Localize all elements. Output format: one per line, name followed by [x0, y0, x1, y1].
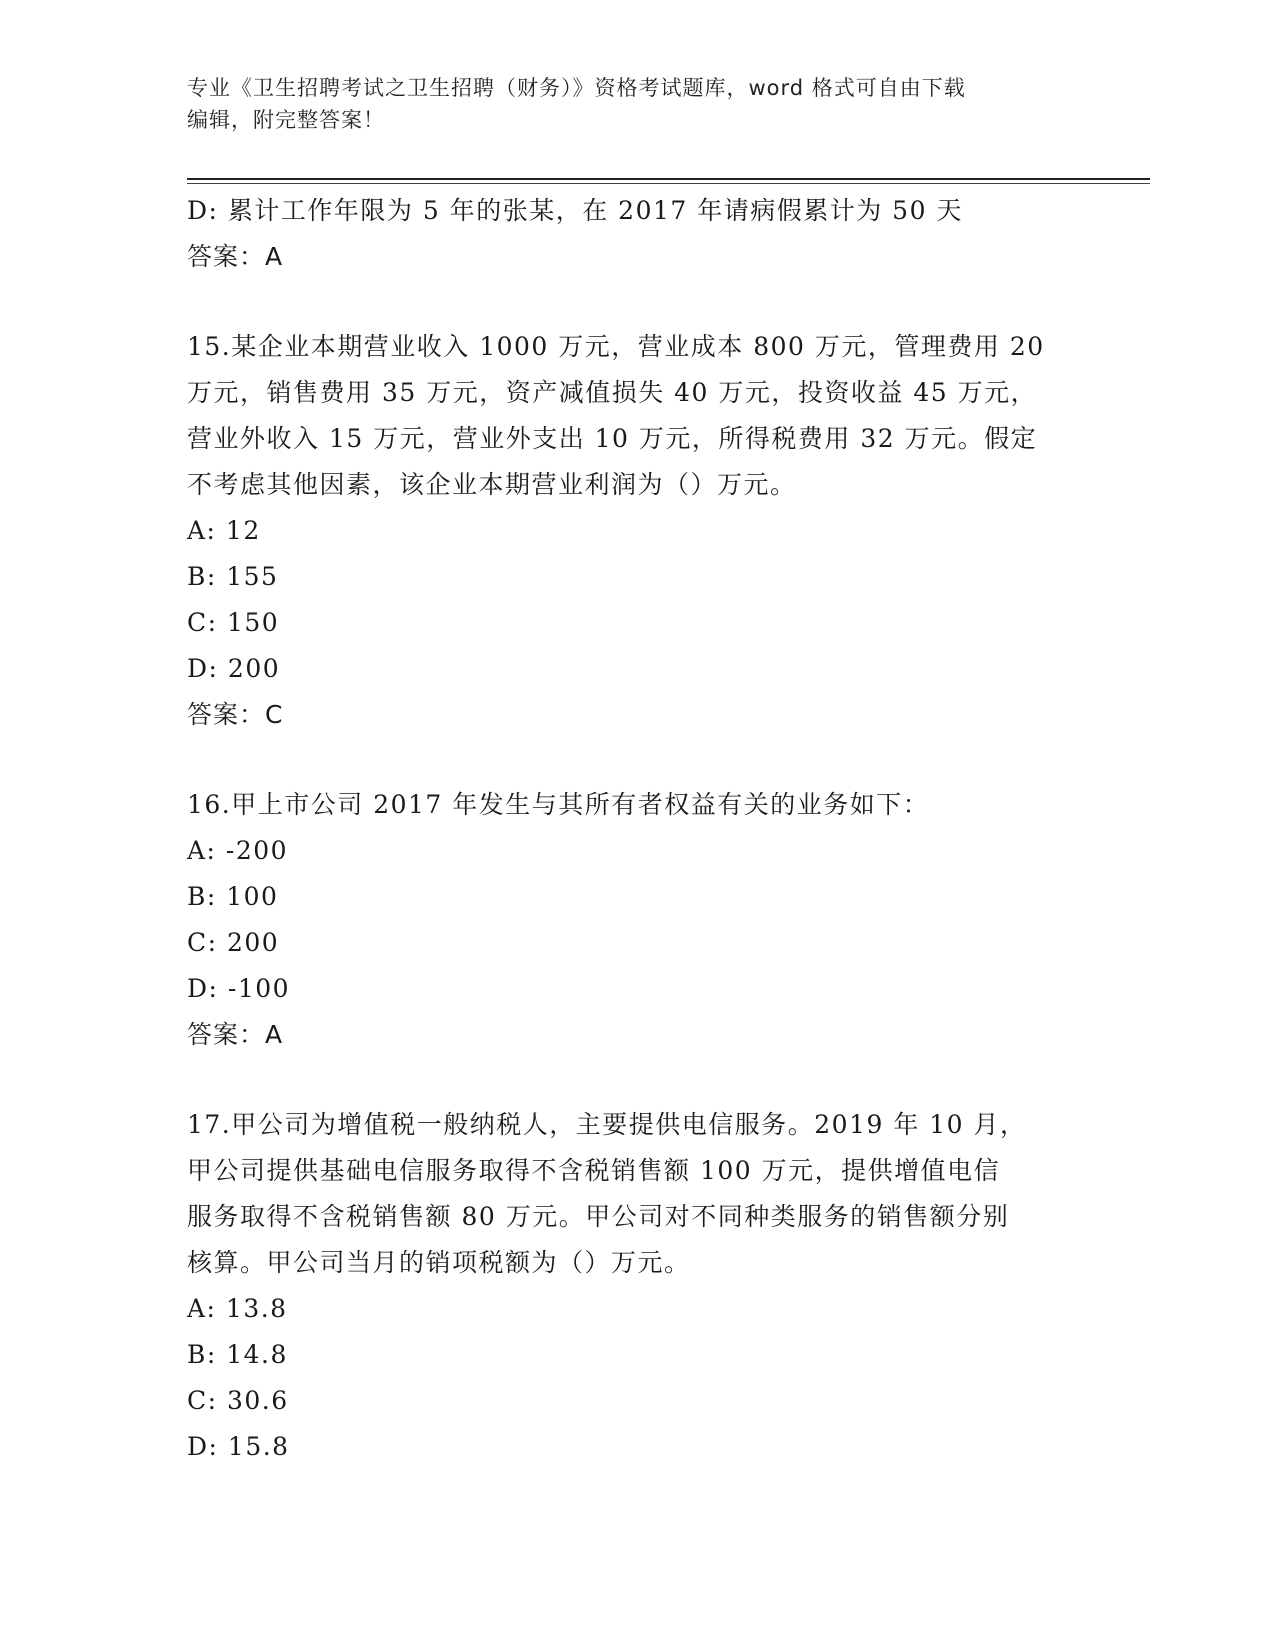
question-17-line-4: 核算。甲公司当月的销项税额为（）万元。: [187, 1248, 691, 1277]
question-16-option-d: D: -100: [187, 974, 291, 1003]
header-title-line-1: 专业《卫生招聘考试之卫生招聘（财务）》资格考试题库，word 格式可自由下载: [187, 76, 966, 100]
question-17-option-c: C: 30.6: [187, 1386, 289, 1415]
question-17-option-b: B: 14.8: [187, 1340, 288, 1369]
question-15-option-b: B: 155: [187, 562, 279, 591]
question-15-option-a: A: 12: [187, 516, 261, 545]
question-15-line-4: 不考虑其他因素，该企业本期营业利润为（）万元。: [187, 470, 797, 499]
question-17-line-2: 甲公司提供基础电信服务取得不含税销售额 100 万元，提供增值电信: [187, 1156, 1001, 1185]
question-16-answer: 答案：A: [187, 1020, 284, 1049]
question-15-line-3: 营业外收入 15 万元，营业外支出 10 万元，所得税费用 32 万元。假定: [187, 424, 1038, 453]
header-divider-thin: [187, 183, 1150, 184]
spacer: [187, 738, 1077, 782]
question-16-option-c: C: 200: [187, 928, 280, 957]
prev-question-option-d: D: 累计工作年限为 5 年的张某，在 2017 年请病假累计为 50 天: [187, 196, 963, 225]
question-15: [187, 324, 1077, 738]
question-17-option-a: A: 13.8: [187, 1294, 288, 1323]
document-header: [187, 72, 1067, 136]
question-16: [187, 782, 1077, 1058]
question-17-line-3: 服务取得不含税销售额 80 万元。甲公司对不同种类服务的销售额分别: [187, 1202, 1010, 1231]
question-15-answer: 答案：C: [187, 700, 284, 729]
question-15-option-d: D: 200: [187, 654, 281, 683]
question-17-option-d: D: 15.8: [187, 1432, 290, 1461]
question-16-option-b: B: 100: [187, 882, 279, 911]
question-16-option-a: A: -200: [187, 836, 289, 865]
document-body: [187, 188, 1077, 1470]
question-15-option-c: C: 150: [187, 608, 280, 637]
header-title-line-2: 编辑，附完整答案！: [187, 108, 385, 132]
prev-question-answer: 答案：A: [187, 242, 284, 271]
question-15-line-2: 万元，销售费用 35 万元，资产减值损失 40 万元，投资收益 45 万元，: [187, 378, 1038, 407]
spacer: [187, 280, 1077, 324]
question-17: [187, 1102, 1077, 1470]
question-16-line-1: 16.甲上市公司 2017 年发生与其所有者权益有关的业务如下：: [187, 790, 930, 819]
header-divider-thick: [187, 178, 1150, 180]
spacer: [187, 1058, 1077, 1102]
question-15-line-1: 15.某企业本期营业收入 1000 万元，营业成本 800 万元，管理费用 20: [187, 332, 1045, 361]
question-17-line-1: 17.甲公司为增值税一般纳税人，主要提供电信服务。2019 年 10 月，: [187, 1110, 1027, 1139]
